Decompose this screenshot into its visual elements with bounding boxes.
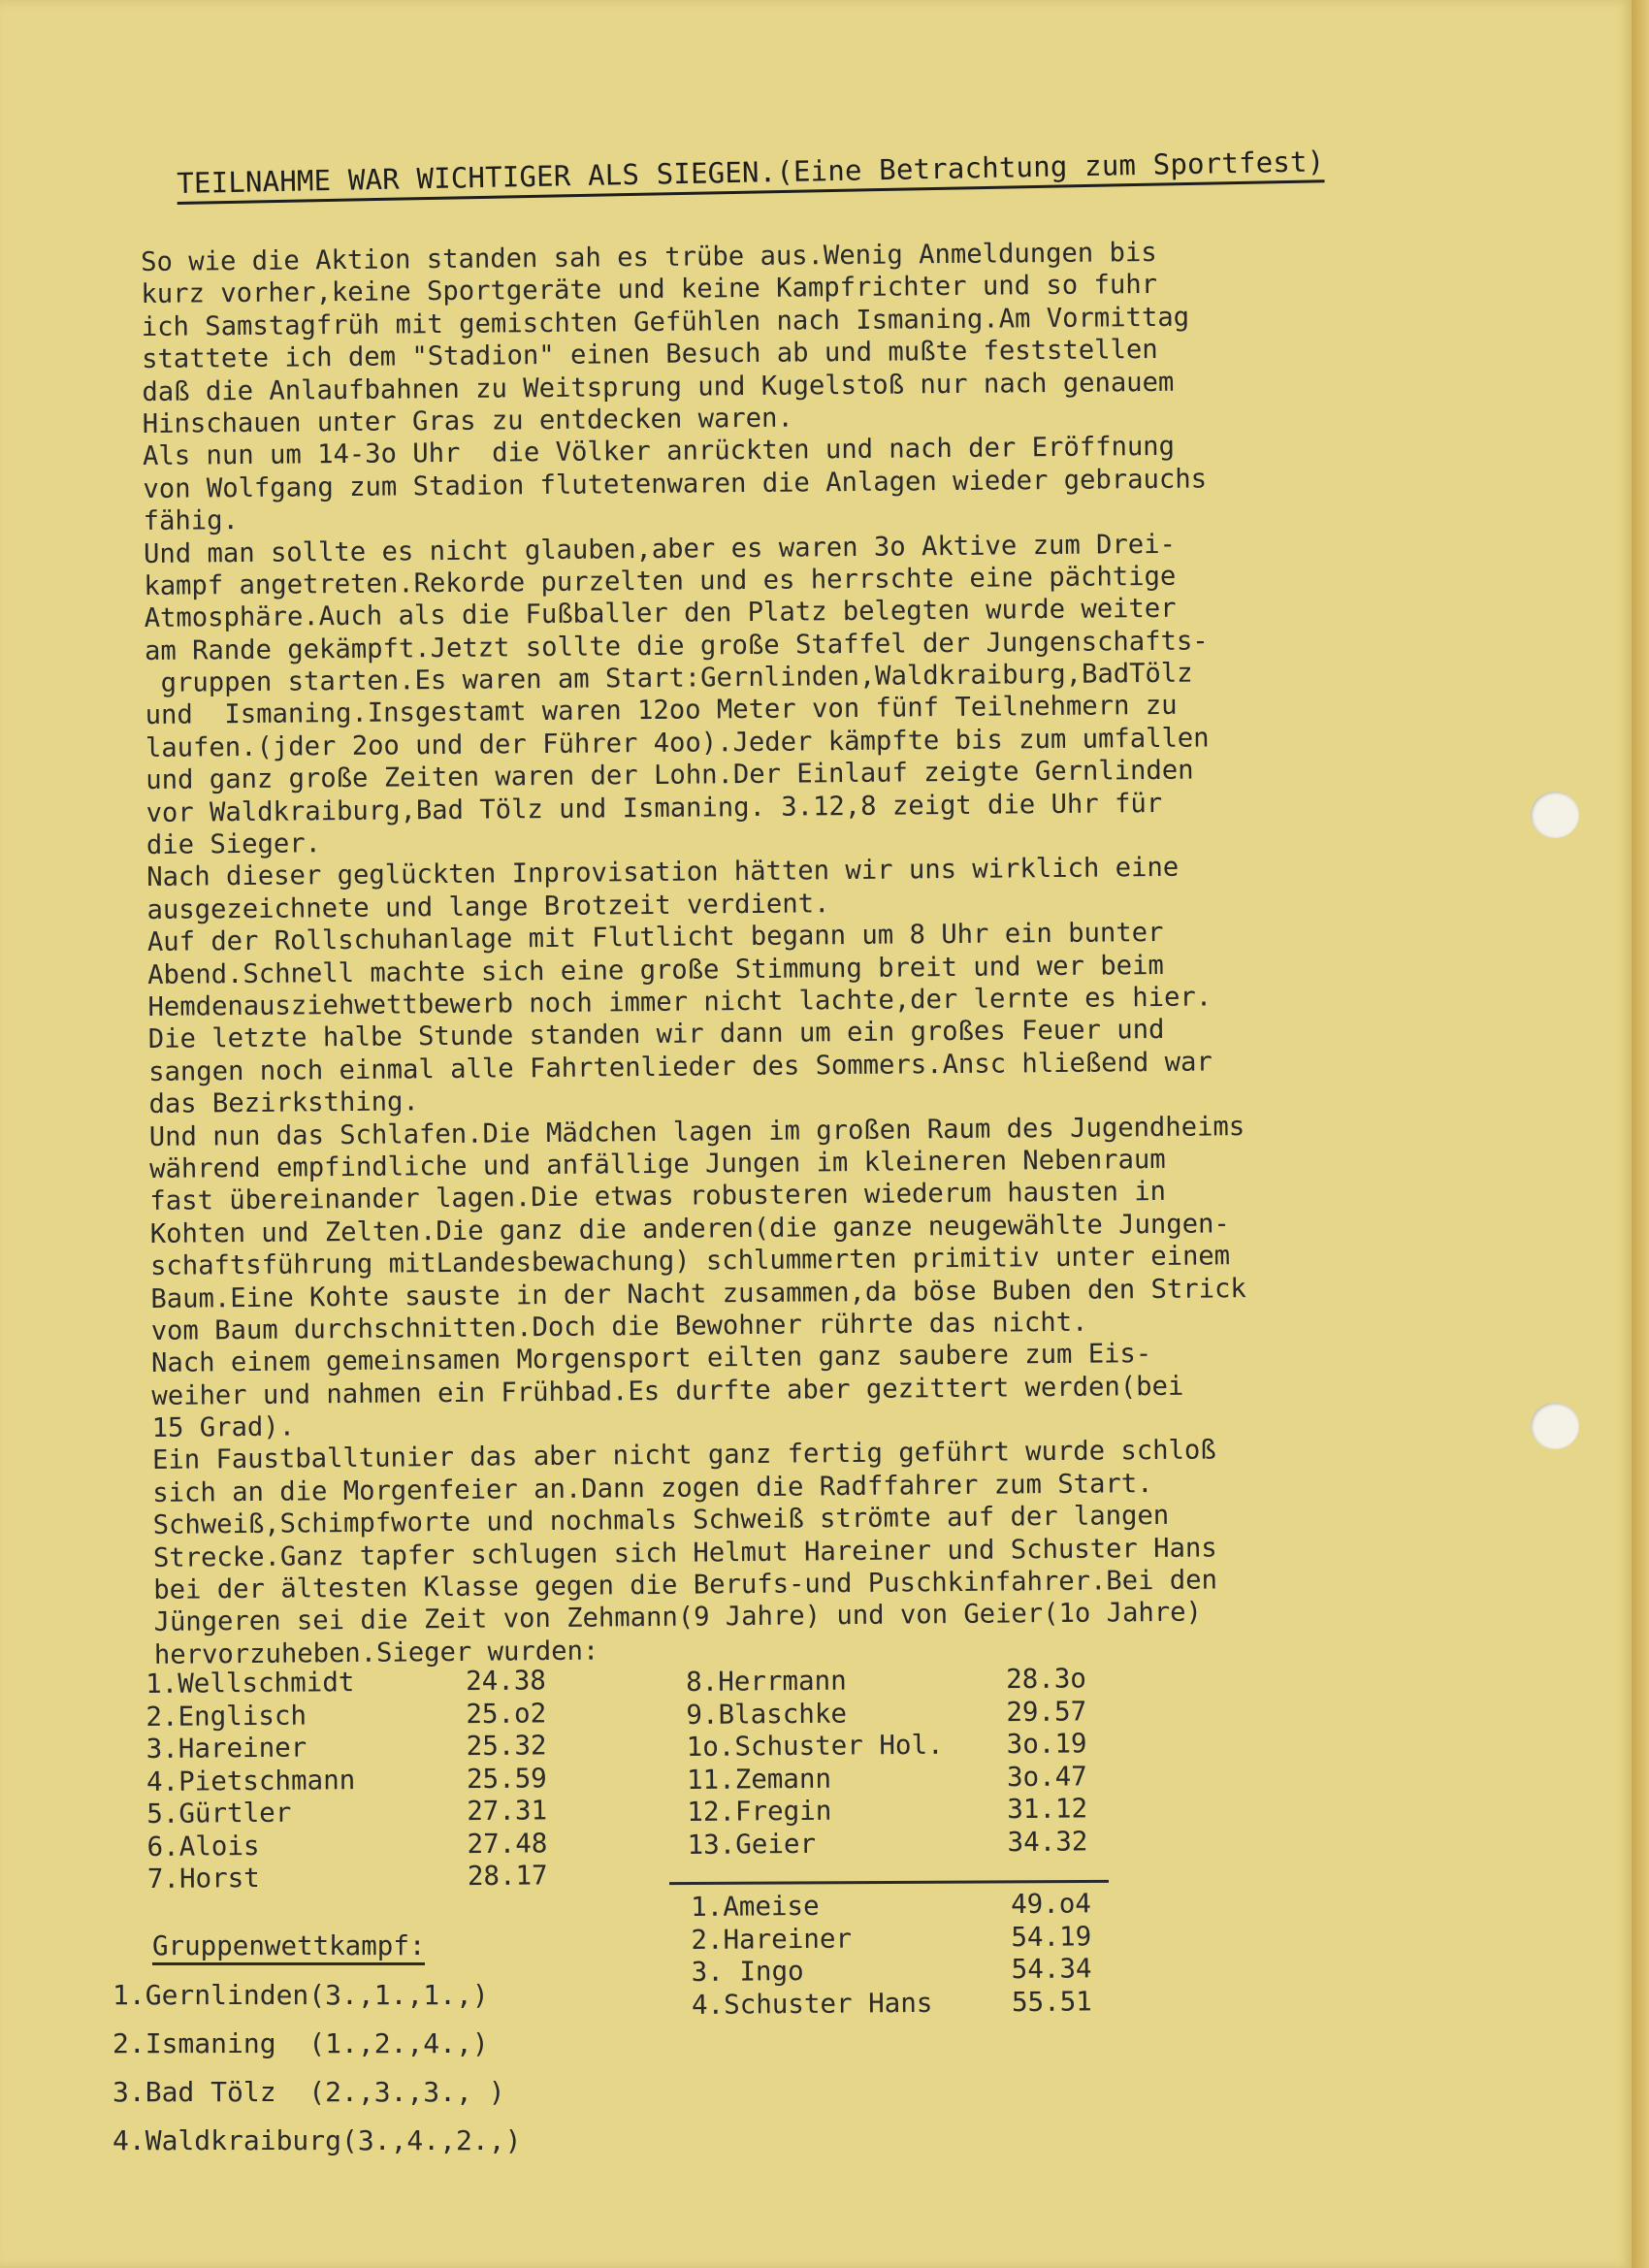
result-time: 28.17: [467, 1860, 548, 1893]
result-name: 2.Hareiner: [691, 1923, 853, 1956]
result-row: [691, 1921, 1117, 1957]
text-line: und Ismaning.Insgestamt waren 12oo Meter von fünf Teilnehmern zu: [145, 691, 1178, 731]
result-row: [146, 1795, 573, 1831]
text-line: laufen.(jder 2oo und der Führer 4oo).Jeder kämpfte bis zum umfallen: [145, 723, 1210, 763]
result-row: [146, 1665, 572, 1701]
text-line: Ein Faustballtunier das aber nicht ganz fertig geführt wurde schloß: [151, 1435, 1216, 1476]
text-line: Atmosphäre.Auch als die Fußballer den Platz belegten wurde weiter: [144, 594, 1177, 634]
results-list-left: [146, 1665, 574, 1895]
text-line: fähig.: [143, 505, 240, 537]
result-name: 3. Ingo: [691, 1955, 804, 1988]
text-line: ausgezeichnete und lange Brotzeit verdient.: [146, 889, 830, 925]
text-line: Die letzte halbe Stunde standen wir dann um ein großes Feuer und: [147, 1015, 1165, 1055]
result-name: 12.Fregin: [687, 1795, 832, 1828]
text-line: daß die Anlaufbahnen zu Weitsprung und Kugelstoß nur nach genauem: [142, 367, 1175, 407]
text-line: Und man sollte es nicht glauben,aber es waren 3o Aktive zum Drei-: [143, 529, 1177, 569]
result-row: [146, 1828, 573, 1863]
text-line: Nach dieser geglückten Inprovisation hätten wir uns wirklich eine: [146, 853, 1180, 893]
result-row: [686, 1663, 1113, 1699]
text-line: Schweiß,Schimpfworte und nochmals Schweiß strömte auf der langen: [152, 1501, 1170, 1541]
result-time: 49.o4: [1010, 1888, 1092, 1921]
text-line: 15 Grad).: [151, 1411, 296, 1444]
result-time: 3o.19: [1006, 1728, 1087, 1761]
document-title: TEILNAHME WAR WICHTIGER ALS SIEGEN.(Eine Betrachtung zum Sportfest): [177, 145, 1325, 205]
result-name: 2.Englisch: [146, 1700, 307, 1733]
text-line: Kohten und Zelten.Die ganz die anderen(die ganze neugewählte Jungen-: [149, 1208, 1230, 1249]
result-name: 5.Gürtler: [146, 1797, 292, 1830]
result-time: 34.32: [1007, 1825, 1088, 1858]
result-row: [687, 1793, 1114, 1829]
page-edge: [1632, 0, 1649, 2268]
result-row: [146, 1698, 572, 1733]
result-name: 1.Ameise: [691, 1890, 820, 1923]
result-row: [687, 1826, 1114, 1862]
text-line: während empfindliche und anfällige Jungen im kleineren Nebenraum: [148, 1144, 1166, 1184]
result-row: [691, 1888, 1117, 1924]
text-line: weiher und nahmen ein Frühbad.Es durfte aber gezittert werden(bei: [151, 1371, 1184, 1411]
text-line: Jüngeren sei die Zeit von Zehmann(9 Jahre) und von Geier(1o Jahre): [153, 1597, 1203, 1638]
text-line: und ganz große Zeiten waren der Lohn.Der Einlauf zeigte Gernlinden: [146, 755, 1194, 796]
text-line: sich an die Morgenfeier an.Dann zogen die Radffahrer zum Start.: [152, 1468, 1153, 1508]
result-time: 28.3o: [1005, 1663, 1087, 1696]
result-name: 8.Herrmann: [686, 1665, 847, 1698]
text-line: Hemdenausziehwettbewerb noch immer nicht lachte,der lernte es hier.: [147, 982, 1212, 1022]
result-row: [146, 1730, 573, 1766]
group-result-row: 3.Bad Tölz (2.,3.,3., ): [113, 2076, 505, 2108]
text-line: stattete ich dem "Stadion" einen Besuch ab und mußte feststellen: [141, 335, 1158, 375]
result-row: [687, 1761, 1114, 1797]
result-name: 1.Wellschmidt: [146, 1667, 355, 1700]
text-line: das Bezirksthing.: [148, 1086, 419, 1120]
text-line: hervorzuheben.Sieger wurden:: [153, 1636, 599, 1670]
text-line: Strecke.Ganz tapfer schlugen sich Helmut Hareiner und Schuster Hans: [152, 1533, 1217, 1573]
text-line: kampf angetreten.Rekorde purzelten und es herrschte eine pächtige: [144, 561, 1177, 601]
result-row: [146, 1763, 573, 1798]
result-time: 27.31: [467, 1795, 548, 1828]
text-line: vom Baum durchschnitten.Doch die Bewohner rührte das nicht.: [150, 1307, 1088, 1346]
result-row: [147, 1860, 574, 1895]
text-line: Abend.Schnell machte sich eine große Stimmung breit und wer beim: [147, 950, 1164, 990]
text-line: die Sieger.: [146, 828, 322, 861]
result-time: 29.57: [1006, 1695, 1087, 1728]
result-time: 31.12: [1007, 1793, 1088, 1826]
result-time: 55.51: [1011, 1985, 1092, 2018]
result-row: [692, 1986, 1118, 2022]
group-result-row: 1.Gernlinden(3.,1.,1.,): [113, 1979, 489, 2011]
text-line: Baum.Eine Kohte sauste in der Nacht zusammen,da böse Buben den Strick: [150, 1273, 1246, 1314]
result-time: 3o.47: [1006, 1760, 1087, 1793]
text-line: Hinschauen unter Gras zu entdecken waren.: [142, 403, 793, 439]
text-line: Auf der Rollschuhanlage mit Flutlicht begann um 8 Uhr ein bunter: [146, 918, 1164, 958]
result-name: 3.Hareiner: [146, 1732, 307, 1765]
text-line: bei der ältesten Klasse gegen die Berufs-und Puschkinfahrer.Bei den: [153, 1565, 1218, 1605]
result-time: 27.48: [467, 1827, 548, 1860]
result-name: 1o.Schuster Hol.: [686, 1729, 944, 1763]
result-name: 7.Horst: [146, 1862, 260, 1895]
text-line: ich Samstagfrüh mit gemischten Gefühlen nach Ismaning.Am Vormittag: [141, 302, 1190, 342]
results-list-senior: [691, 1888, 1118, 2022]
result-name: 9.Blaschke: [686, 1698, 848, 1731]
result-time: 54.34: [1011, 1953, 1092, 1986]
result-name: 4.Schuster Hans: [691, 1987, 933, 2021]
text-line: fast übereinander lagen.Die etwas robusteren wiederum hausten in: [149, 1177, 1167, 1217]
text-line: Nach einem gemeinsamen Morgensport eilten ganz saubere zum Eis-: [150, 1339, 1152, 1379]
text-line: von Wolfgang zum Stadion flutetenwaren die Anlagen wieder gebrauchs: [143, 464, 1208, 504]
text-line: am Rande gekämpft.Jetzt sollte die große Staffel der Jungenschafts-: [144, 626, 1209, 666]
text-line: Und nun das Schlafen.Die Mädchen lagen im großen Raum des Jugendheims: [148, 1111, 1245, 1152]
result-name: 6.Alois: [146, 1830, 260, 1863]
text-line: vor Waldkraiburg,Bad Tölz und Ismaning. 3.12,8 zeigt die Uhr für: [146, 788, 1163, 828]
result-time: 54.19: [1011, 1920, 1092, 1953]
result-row: [687, 1728, 1114, 1764]
result-row: [686, 1696, 1113, 1732]
text-line: Als nun um 14-3o Uhr die Völker anrückten und nach der Eröffnung: [142, 432, 1176, 472]
group-result-row: 4.Waldkraiburg(3.,4.,2.,): [113, 2124, 522, 2156]
text-line: sangen noch einmal alle Fahrtenlieder des Sommers.Ansc hließend war: [148, 1047, 1212, 1087]
result-time: 25.32: [466, 1730, 547, 1763]
group-competition-title: Gruppenwettkampf:: [152, 1930, 425, 1965]
result-time: 25.59: [466, 1762, 547, 1795]
text-line: kurz vorher,keine Sportgeräte und keine Kampfrichter und so fuhr: [141, 270, 1158, 310]
result-name: 11.Zemann: [686, 1763, 832, 1796]
group-result-row: 2.Ismaning (1.,2.,4.,): [113, 2027, 489, 2059]
result-name: 13.Geier: [687, 1828, 817, 1861]
result-time: 25.o2: [466, 1697, 547, 1730]
text-line: gruppen starten.Es waren am Start:Gernlinden,Waldkraiburg,BadTölz: [145, 658, 1193, 699]
text-line: schaftsführung mitLandesbewachung) schlummerten primitiv unter einem: [149, 1241, 1231, 1282]
results-list-right: [686, 1663, 1115, 1862]
article-body: [141, 233, 1551, 1671]
result-name: 4.Pietschmann: [146, 1764, 356, 1798]
result-time: 24.38: [465, 1665, 547, 1698]
result-row: [692, 1953, 1118, 1989]
group-competition-list: [113, 1979, 521, 2173]
text-line: So wie die Aktion standen sah es trübe aus.Wenig Anmeldungen bis: [141, 237, 1157, 277]
